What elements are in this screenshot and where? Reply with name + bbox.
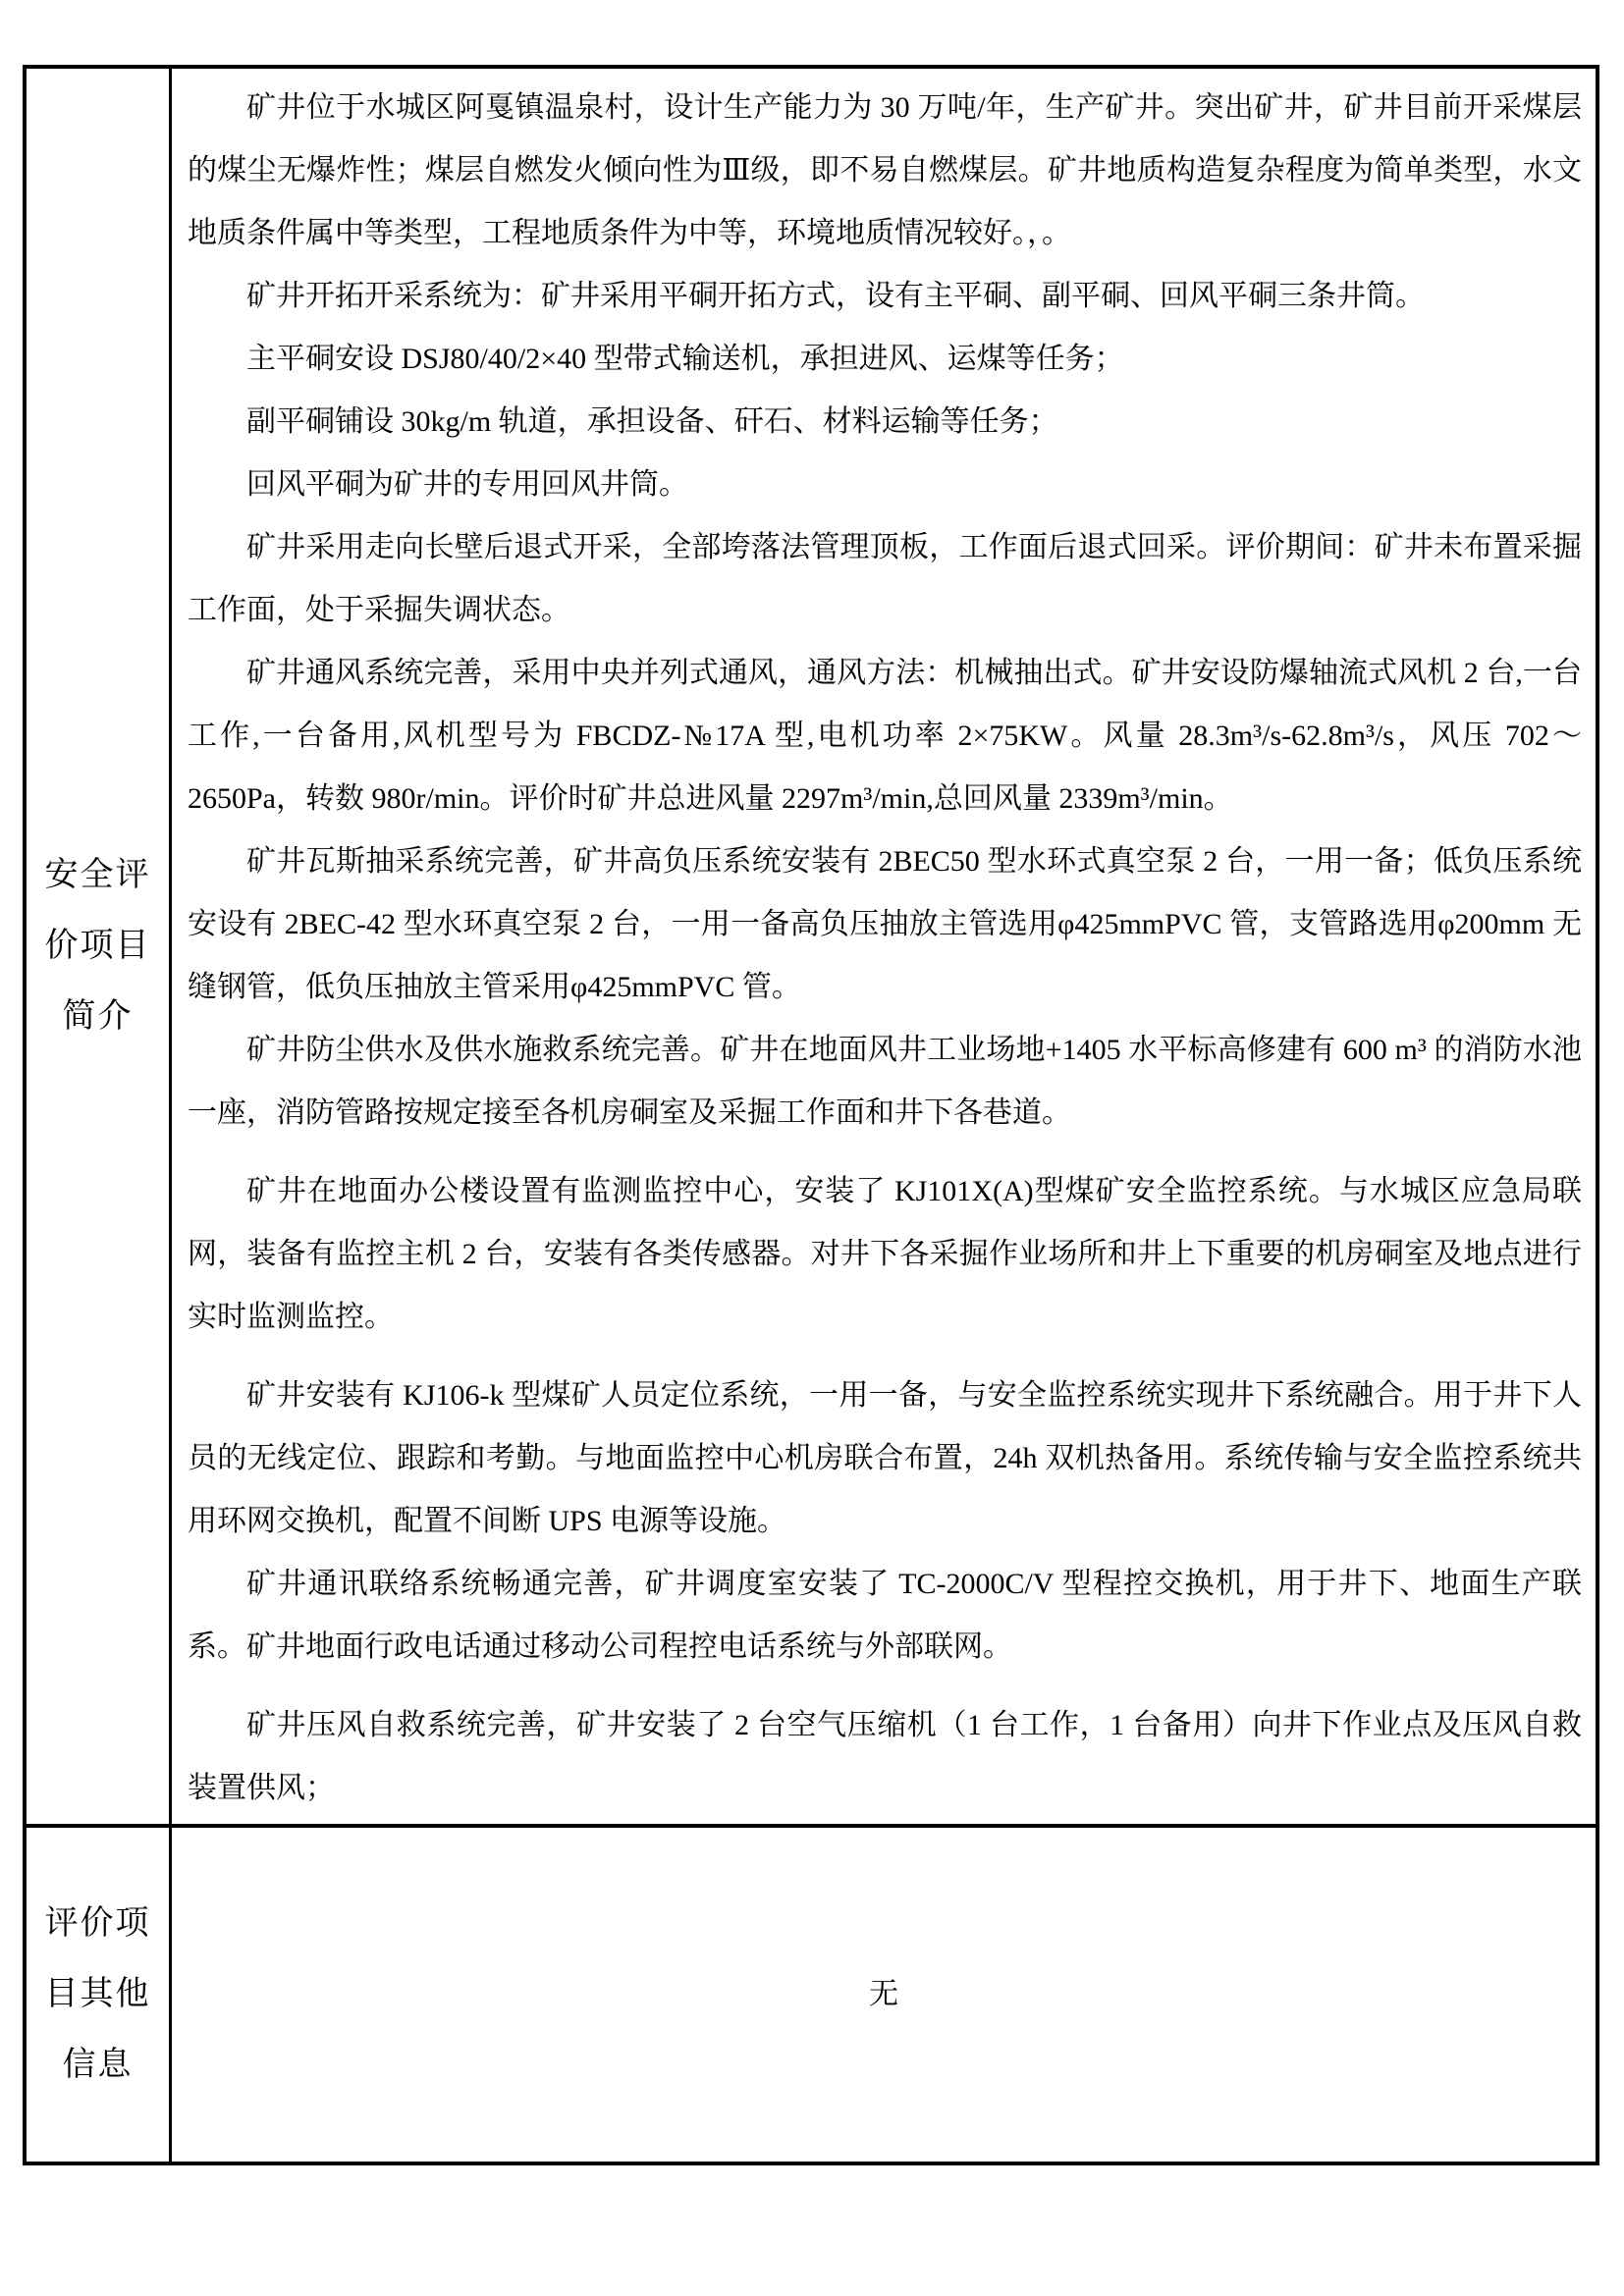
- intro-paragraph: 矿井开拓开采系统为：矿井采用平硐开拓方式，设有主平硐、副平硐、回风平硐三条井筒。: [246, 280, 1425, 312]
- label-line: 价项目: [44, 928, 151, 964]
- row-label-other-info: [27, 1828, 172, 2162]
- label-line: 评价项: [44, 1905, 151, 1942]
- label-line: 简介: [62, 998, 134, 1035]
- label-line: 安全评: [44, 857, 151, 893]
- intro-paragraph: 矿井通讯联络系统畅通完善，矿井调度室安装了 TC-2000C/V 型程控交换机，用于井下、地面生产联系。矿井地面行政电话通过移动公司程控电话系统与外部联网。: [188, 1568, 1582, 1663]
- evaluation-table: [23, 65, 1599, 2165]
- intro-paragraph: 主平硐安设 DSJ80/40/2×40 型带式输送机，承担进风、运煤等任务；: [246, 343, 1124, 375]
- intro-paragraph: 矿井位于水城区阿戛镇温泉村，设计生产能力为 30 万吨/年，生产矿井。突出矿井，矿井目前开采煤层的煤尘无爆炸性；煤层自燃发火倾向性为Ⅲ级，即不易自燃煤层。矿井地质构造复杂程度为简单类型，水文地质条件属中等类型，工程地质条件为中等，环境地质情况较好。，。: [188, 91, 1582, 249]
- intro-paragraph: 副平硐铺设 30kg/m 轨道，承担设备、矸石、材料运输等任务；: [246, 405, 1058, 438]
- no-content-text: 无: [869, 1978, 898, 2010]
- intro-paragraph: 矿井采用走向长壁后退式开采，全部垮落法管理顶板，工作面后退式回采。评价期间：矿井未布置采掘工作面，处于采掘失调状态。: [188, 531, 1582, 626]
- intro-paragraph: 矿井在地面办公楼设置有监测监控中心，安装了 KJ101X(A)型煤矿安全监控系统。与水城区应急局联网，装备有监控主机 2 台，安装有各类传感器。对井下各采掘作业场所和井上下重要的机房硐室及地点进行实时监测监控。: [188, 1175, 1582, 1333]
- intro-paragraph: 矿井防尘供水及供水施救系统完善。矿井在地面风井工业场地+1405 水平标高修建有 600 m³ 的消防水池一座，消防管路按规定接至各机房硐室及采掘工作面和井下各巷道。: [188, 1034, 1582, 1129]
- intro-paragraph: 矿井压风自救系统完善，矿井安装了 2 台空气压缩机（1 台工作，1 台备用）向井下作业点及压风自救装置供风；: [188, 1709, 1582, 1804]
- intro-paragraph: 回风平硐为矿井的专用回风井筒。: [246, 468, 688, 501]
- label-line: 信息: [62, 2047, 134, 2083]
- cell-intro-content: [172, 69, 1596, 1828]
- cell-other-info-content: [172, 1828, 1596, 2162]
- intro-paragraph: 矿井安装有 KJ106-k 型煤矿人员定位系统，一用一备，与安全监控系统实现井下系统融合。用于井下人员的无线定位、跟踪和考勤。与地面监控中心机房联合布置，24h 双机热备用。系统传输与安全监控系统共用环网交换机，配置不间断 UPS 电源等设施。: [188, 1379, 1582, 1537]
- intro-paragraph: 矿井瓦斯抽采系统完善，矿井高负压系统安装有 2BEC50 型水环式真空泵 2 台，一用一备；低负压系统安设有 2BEC-42 型水环真空泵 2 台，一用一备高负压抽放主管选用φ425mmPVC 管，支管路选用φ200mm 无缝钢管，低负压抽放主管采用φ425mmPVC 管。: [188, 845, 1582, 1003]
- intro-paragraph: 矿井通风系统完善，采用中央并列式通风，通风方法：机械抽出式。矿井安设防爆轴流式风机 2 台,一台工作,一台备用,风机型号为 FBCDZ-№17A 型,电机功率 2×75KW。风量 28.3m³/s-62.8m³/s，风压 702～2650Pa，转数 980r/min。评价时矿井总进风量 2297m³/min,总回风量 2339m³/min。: [188, 657, 1582, 815]
- label-line: 目其他: [44, 1976, 151, 2012]
- row-label-safety-evaluation-intro: [27, 69, 172, 1828]
